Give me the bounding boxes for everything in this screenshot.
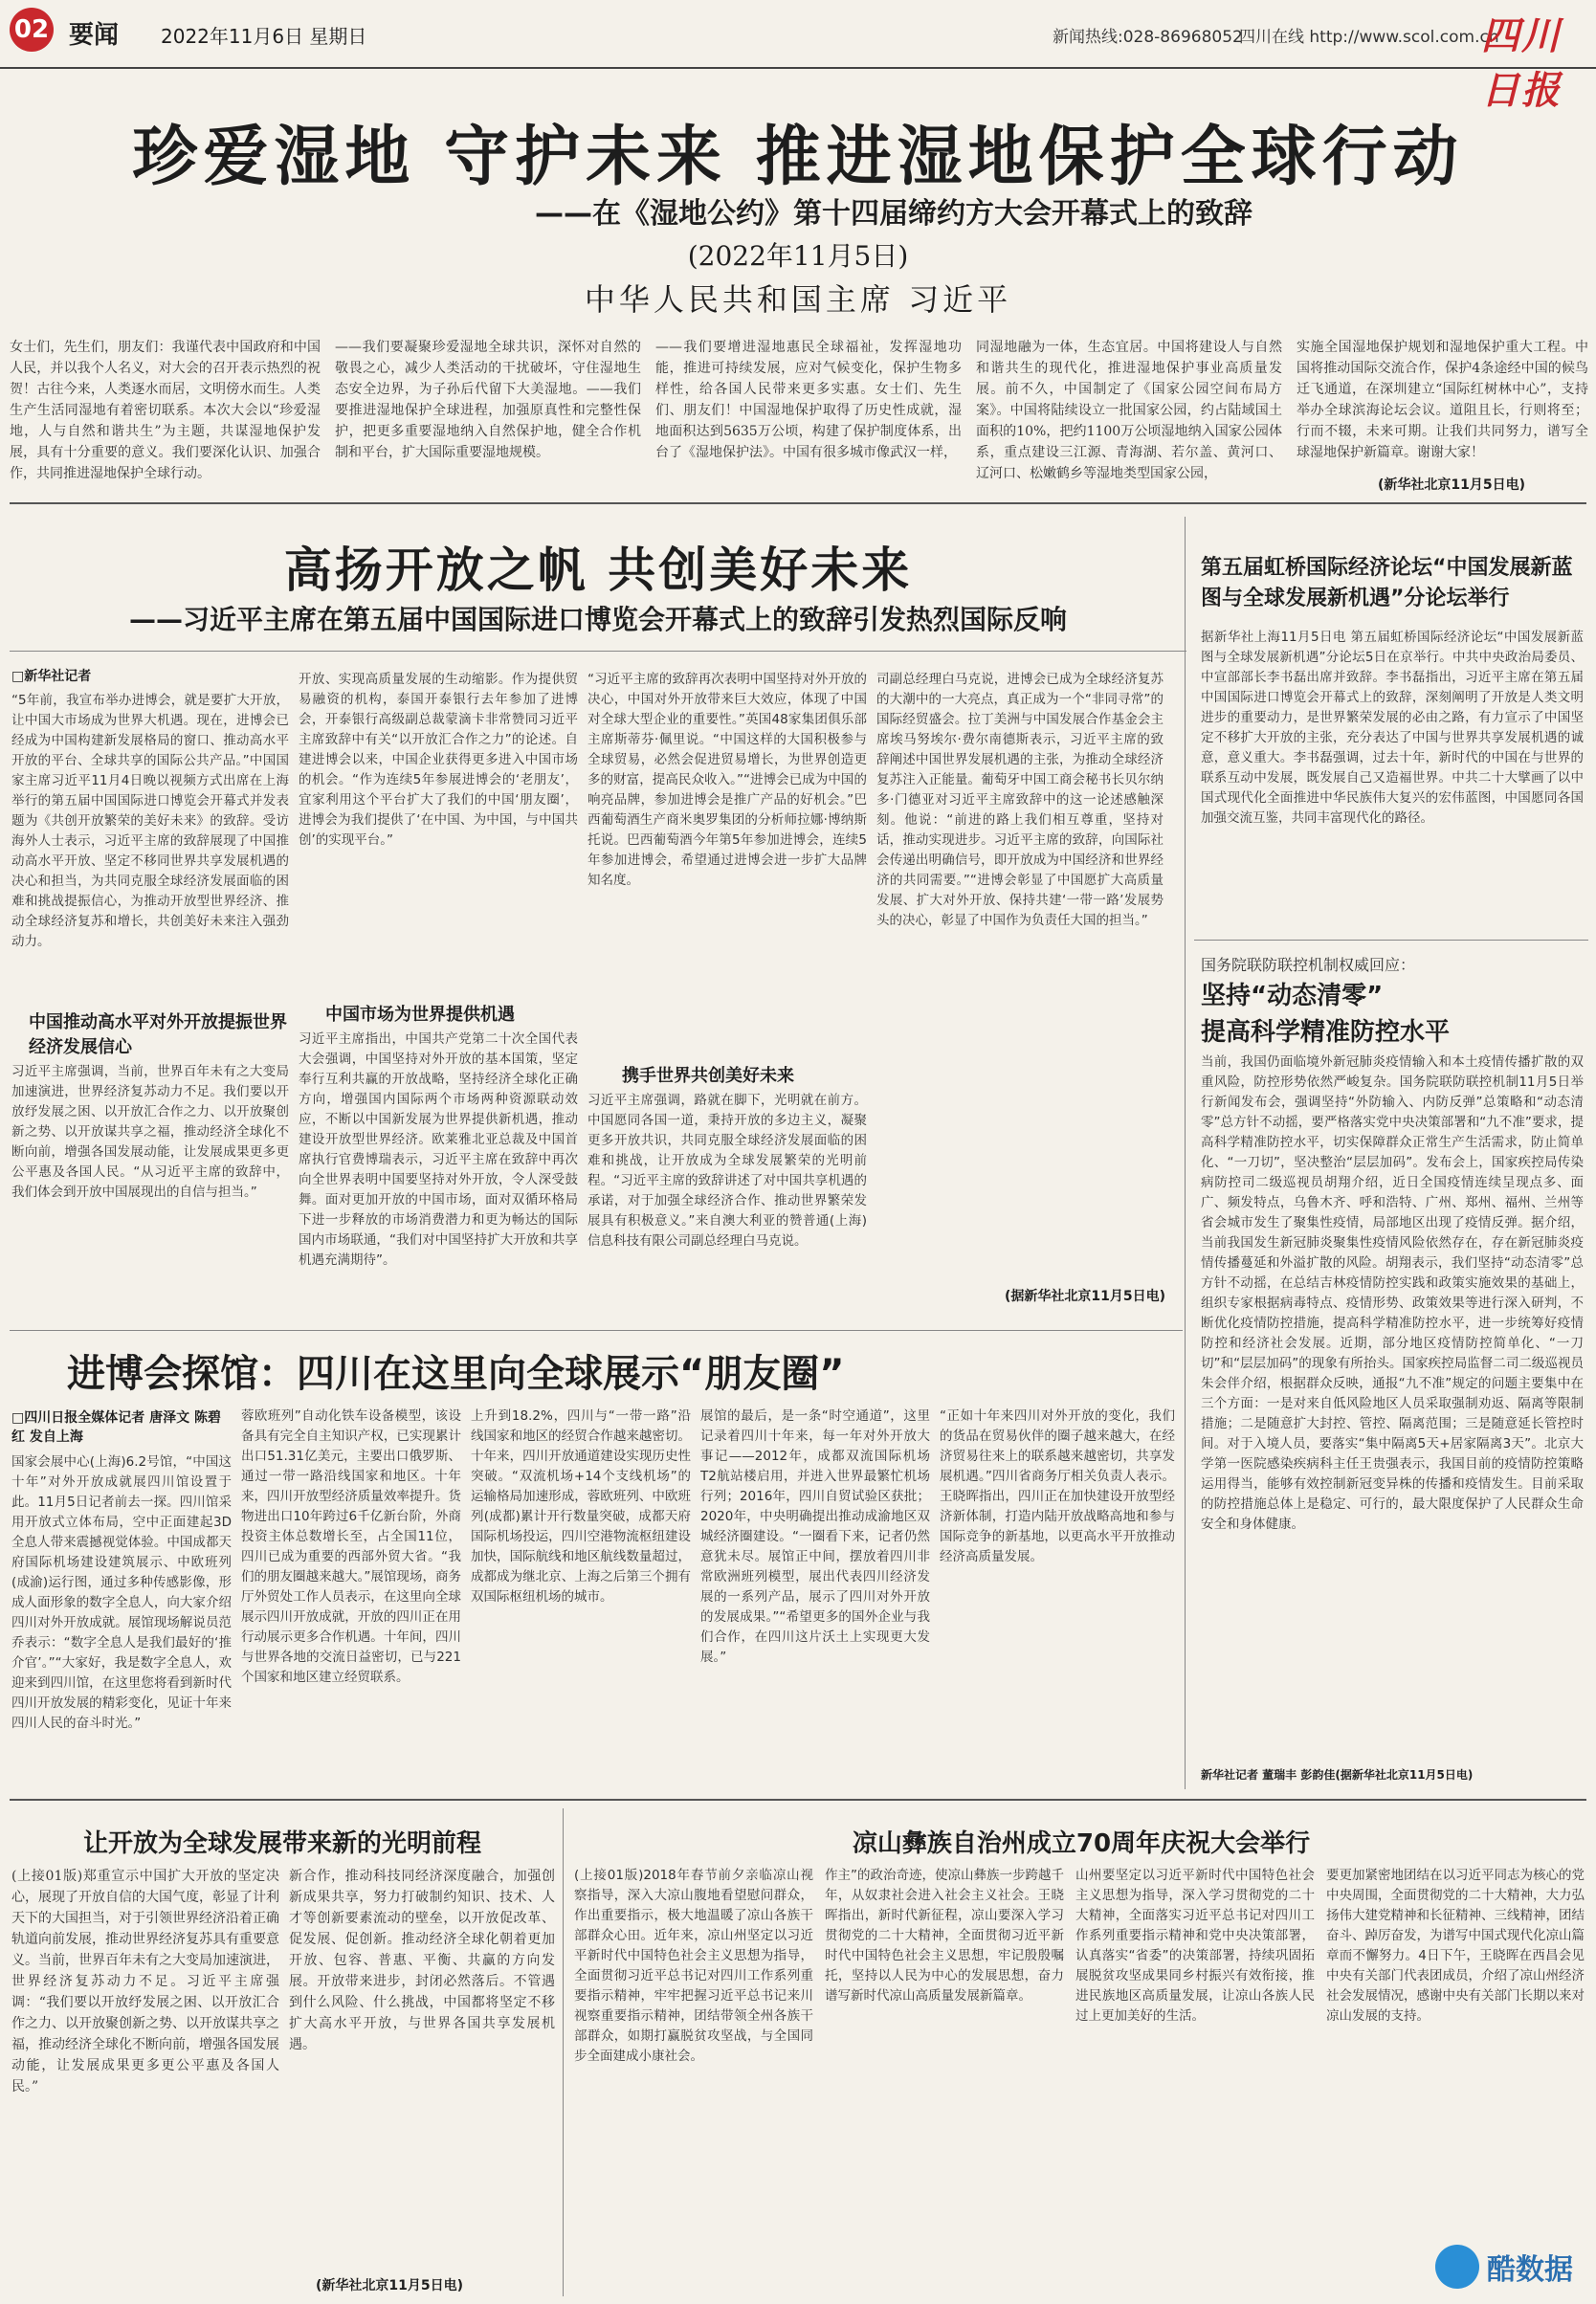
lead-subtitle: ——在《湿地公约》第十四届缔约方大会开幕式上的致辞 <box>535 197 1252 231</box>
forum-headline: 第五届虹桥国际经济论坛“中国发展新蓝图与全球发展新机遇”分论坛举行 <box>1201 556 1573 610</box>
divider <box>10 1330 1183 1331</box>
bottom2-column-2: 作主”的政治奇迹，使凉山彝族一步跨越千年，从奴隶社会进入社会主义社会。王晓晖指出，新时代新征程，凉山要深入学习贯彻党的二十大精神，全面贯彻习近平新时代中国特色社会主义思想，牢记殷殷嘱托，坚持以人民为中心的发展思想，奋力谱写新时代凉山高质量发展新篇章。 <box>825 1868 1064 2004</box>
divider <box>1194 940 1588 941</box>
expo-headline: 高扬开放之帆 共创美好未来 <box>283 543 913 598</box>
section-label: 要闻 <box>69 21 120 50</box>
covid-body: 当前，我国仍面临境外新冠肺炎疫情输入和本土疫情传播扩散的双重风险，防控形势依然严峻复杂。国务院联防联控机制11月5日举行新闻发布会，强调坚持“外防输入、内防反弹”总策略和“动态清零”总方针不动摇，要严格落实党中央决策部署和“九不准”要求，提高科学精准防控水平，切实保障群众正常生产生活需求，防止简单化、“一刀切”，坚决整治“层层加码”。发布会上，国家疾控局传染病防控司二级巡视员胡翔介绍，近日全国疫情连续呈现点多、面广、频发特点，乌鲁木齐、呼和浩特、广州、郑州、福州、兰州等省会城市发生了聚集性疫情，局部地区出现了疫情反弹。据介绍，当前我国发生新冠肺炎聚集性疫情风险依然存在，存在新冠肺炎疫情传播蔓延和外溢扩散的风险。胡翔表示，我们坚持“动态清零”总方针不动摇，在总结吉林疫情防控实践和政策实施效果的基础上，组织专家根据病毒特点、疫情形势、政策效果等进行深入研判，不断优化疫情防控措施，提高科学精准防控水平，进一步统筹好疫情防控和经济社会发展。近期，部分地区疫情防控简单化、“一刀切”和“层层加码”的现象有所抬头。国家疾控局监督二司二级巡视员朱会伴介绍，根据群众反映，通报“九不准”规定的问题主要集中在三个方面：一是对来自低风险地区人员采取强制劝返、隔离等限制措施；二是随意扩大封控、管控、隔离范围；三是随意延长管控时间。对于入境人员，要落实“集中隔离5天+居家隔离3天”。北京大学第一医院感染疾病科主任王贵强表示，我国目前的疫情防控策略运用得当，能够有效控制新冠变异株的传播和疫情发生。目前采取的防控措施总体上是稳定、可行的，最大限度保护了人民群众生命安全和身体健康。 <box>1201 1054 1584 1532</box>
watermark <box>1435 2245 1573 2289</box>
covid-kicker: 国务院联防联控机制权威回应： <box>1201 956 1416 974</box>
bottom1-column-1: (上接01版)郑重宣示中国扩大开放的坚定决心，展现了开放自信的大国气度，彰显了计利天下的大国担当，对于引领世界经济沿着正确轨道向前发展，推动世界经济复苏具有重要意义。当前，世界百年未有之大变局加速演进，世界经济复苏动力不足。习近平主席强调：“我们要以开放纾发展之困、以开放汇合作之力、以开放聚创新之势、以开放谋共享之福，推动经济全球化不断向前，增强各国发展动能，让发展成果更多更公平惠及各国人民。” <box>11 1869 279 2094</box>
sichuan-column-3: 上升到18.2%，四川与“一带一路”沿线国家和地区的经贸合作越来越密切。十年来，四川开放通道建设实现历史性突破。“双流机场+14个支线机场”的运输格局加速形成，蓉欧班列、中欧班列(成都)累计开行数量突破，成都天府国际机场投运，四川空港物流枢纽建设加快，国际航线和地区航线数量超过，成都成为继北京、上海之后第三个拥有双国际枢纽机场的城市。 <box>471 1408 691 1605</box>
forum-body: 据新华社上海11月5日电 第五届虹桥国际经济论坛“中国发展新蓝图与全球发展新机遇”分论坛5日在京举行。中共中央政治局委员、中宣部部长李书磊出席并致辞。李书磊指出，习近平主席在第五届中国国际进口博览会开幕式上的致辞，深刻阐明了开放是人类文明进步的重要动力，是世界繁荣发展的必由之路，有力宣示了中国坚定不移扩大开放的主张，充分表达了中国与世界共享发展机遇的诚意，意义重大。李书磊强调，过去十年，新时代的中国在与世界的联系互动中发展，既发展自己又造福世界。中共二十大擘画了以中国式现代化全面推进中华民族伟大复兴的宏伟蓝图，中国愿同各国加强交流互鉴，共同丰富现代化的路径。 <box>1201 630 1584 826</box>
sichuan-headline: 进博会探馆：四川在这里向全球展示“朋友圈” <box>67 1352 845 1396</box>
news-hotline: 新闻热线:028-86968052 <box>1053 28 1243 47</box>
bottom1-headline: 让开放为全球发展带来新的光明前程 <box>82 1829 481 1858</box>
covid-headline: 坚持“动态清零” 提高科学精准防控水平 <box>1201 982 1451 1047</box>
covid-credit: 新华社记者 董瑞丰 彭韵佳(据新华社北京11月5日电) <box>1201 1768 1474 1782</box>
expo-subtitle: ——习近平主席在第五届中国国际进口博览会开幕式上的致辞引发热烈国际反响 <box>128 604 1067 635</box>
website-link[interactable]: 四川在线 http://www.scol.com.cn <box>1239 28 1499 47</box>
expo-column-4: 司副总经理白马克说，进博会已成为全球经济复苏的大潮中的一大亮点，真正成为一个“非同寻常”的国际经贸盛会。拉丁美洲与中国发展合作基金会主席埃马努埃尔·费尔南德斯表示，习近平主席的致辞阐述中国世界发展机遇的主张，为推动全球经济复苏注入正能量。葡萄牙中国工商会秘书长贝尔纳多·门德亚对习近平主席致辞中的这一论述感触深刻。他说：“前进的路上我们相互尊重，坚持对话，推动实现进步。习近平主席的致辞，向国际社会传递出明确信号，即开放成为中国经济和世界经济的共同需要。”“进博会彰显了中国愿扩大高质量发展、扩大对外开放、保持共建‘一带一路’发展势头的决心，彰显了中国作为负责任大国的担当。” <box>876 672 1164 928</box>
column-divider <box>1185 517 1186 1789</box>
divider <box>10 651 1186 652</box>
expo-subhead-3: 携手世界共创美好未来 <box>622 1066 794 1086</box>
bottom2-column-4: 要更加紧密地团结在以习近平同志为核心的党中央周围，全面贯彻党的二十大精神，大力弘扬伟大建党精神和长征精神、三线精神，团结奋斗、踔厉奋发，为谱写中国式现代化凉山篇章而不懈努力。4日下午，王晓晖在西昌会见中央有关部门代表团成员，介绍了凉山州经济社会发展情况，感谢中央有关部门长期以来对凉山发展的支持。 <box>1326 1868 1585 2024</box>
bottom2-column-1: (上接01版)2018年春节前夕亲临凉山视察指导，深入大凉山腹地看望慰问群众，作出重要指示，极大地温暖了凉山各族干部群众心田。近年来，凉山州坚定以习近平新时代中国特色社会主义思想为指导，全面贯彻习近平总书记对四川工作系列重要指示精神，牢牢把握习近平总书记来川视察重要指示精神，团结带领全州各族干部群众，如期打赢脱贫攻坚战，与全国同步全面建成小康社会。 <box>574 1868 813 2064</box>
bottom2-headline: 凉山彝族自治州成立70周年庆祝大会举行 <box>852 1829 1311 1858</box>
lead-credit: (新华社北京11月5日电) <box>1378 477 1526 493</box>
lead-date: (2022年11月5日) <box>687 240 909 272</box>
expo-credit: (据新华社北京11月5日电) <box>1005 1289 1166 1304</box>
expo-reporter: □新华社记者 <box>11 669 92 684</box>
sichuan-column-5: “正如十年来四川对外开放的变化，我们的货品在贸易伙伴的圈子越来越大，在经济贸易往来上的联系越来越密切，共享发展机遇。”四川省商务厅相关负责人表示。王晓晖指出，四川正在加快建设开放型经济新体制，打造内陆开放战略高地和参与国际竞争的新基地，以更高水平开放推动经济高质量发展。 <box>940 1408 1175 1564</box>
expo-column-1a: “5年前，我宣布举办进博会，就是要扩大开放，让中国大市场成为世界大机遇。现在，进博会已经成为中国构建新发展格局的窗口、推动高水平开放的平台、全球共享的国际公共产品。”中国国家主席习近平11月4日晚以视频方式出席在上海举行的第五届中国国际进口博览会开幕式并发表题为《共创开放繁荣的美好未来》的致辞。受访海外人士表示，习近平主席的致辞展现了中国推动高水平开放、坚定不移同世界共享发展机遇的决心和担当，为共同克服全球经济发展面临的困难和挑战提振信心，为推动开放型世界经济、推动全球经济复苏和增长，共创美好未来注入强劲动力。 <box>11 693 289 949</box>
lead-column-2: ——我们要凝聚珍爱湿地全球共识，深怀对自然的敬畏之心，减少人类活动的干扰破坏，守住湿地生态安全边界，为子孙后代留下大美湿地。——我们要推进湿地保护全球进程，加强原真性和完整性保护，把更多重要湿地纳入自然保护地，健全合作机制和平台，扩大国际重要湿地规模。 <box>335 340 641 460</box>
bottom1-column-2: 新合作，推动科技同经济深度融合，加强创新成果共享，努力打破制约知识、技术、人才等创新要素流动的壁垒，以开放促改革、促发展、促创新。推动经济全球化朝着更加开放、包容、普惠、平衡、共赢的方向发展。开放带来进步，封闭必然落后。不管遇到什么风险、什么挑战，中国都将坚定不移扩大高水平开放，与世界各国共享发展机遇。 <box>289 1869 555 2052</box>
sichuan-reporter: □四川日报全媒体记者 唐泽文 陈碧红 发自上海 <box>11 1410 221 1445</box>
newspaper-logo: 四川日报 <box>1481 13 1562 113</box>
expo-column-1b: 习近平主席强调，当前，世界百年未有之大变局加速演进，世界经济复苏动力不足。我们要以开放纾发展之困、以开放汇合作之力、以开放聚创新之势、以开放谋共享之福，推动经济全球化不断向前，增强各国发展动能，让发展成果更多更公平惠及各国人民。“从习近平主席的致辞中，我们体会到开放中国展现出的自信与担当。” <box>11 1064 289 1200</box>
sichuan-column-2: 蓉欧班列”自动化铁车设备模型，该设备具有完全自主知识产权，已实现累计出口51.31亿美元，主要出口俄罗斯、通过一带一路沿线国家和地区。十年来，四川开放型经济质量效率提升。货物进出口10年跨过6千亿新台阶，外商投资主体总数增长至，占全国11位，四川已成为重要的西部外贸大省。“我们的朋友圈越来越大。”展馆现场，商务厅外贸处工作人员表示，在这里向全球展示四川开放成就，开放的四川正在用行动展示更多合作机遇。十年间，四川与世界各地的交流日益密切，已与221个国家和地区建立经贸联系。 <box>241 1408 461 1685</box>
lead-author: 中华人民共和国主席 习近平 <box>584 281 1012 318</box>
expo-column-3b: 习近平主席强调，路就在脚下，光明就在前方。中国愿同各国一道，秉持开放的多边主义，凝聚更多开放共识，共同克服全球经济发展面临的困难和挑战，让开放成为全球发展繁荣的光明前程。“习近平主席的致辞讲述了对中国共享机遇的承诺，对于加强全球经济合作、推动世界繁荣发展具有积极意义。”来自澳大利亚的赞普通(上海)信息科技有限公司副总经理白马克说。 <box>587 1093 867 1249</box>
divider <box>10 1799 1586 1801</box>
sichuan-column-4: 展馆的最后，是一条“时空通道”，这里记录着四川十年来，每一年对外开放大事记——2012年，成都双流国际机场T2航站楼启用，并进入世界最繁忙机场行列；2016年，四川自贸试验区获批；2020年，中央明确提出推动成渝地区双城经济圈建设。“一圈看下来，记者仍然意犹未尽。展馆正中间，摆放着四川非常欧洲班列模型，展出代表四川经济发展的一系列产品，展示了四川对外开放的发展成果。”“希望更多的国外企业与我们合作，在四川这片沃土上实现更大发展。” <box>700 1408 930 1665</box>
bottom1-credit: (新华社北京11月5日电) <box>316 2278 464 2293</box>
lead-headline: 珍爱湿地 守护未来 推进湿地保护全球行动 <box>132 120 1464 195</box>
watermark-icon <box>1435 2245 1479 2289</box>
expo-column-2b: 习近平主席指出，中国共产党第二十次全国代表大会强调，中国坚持对外开放的基本国策，坚定奉行互利共赢的开放战略，坚持经济全球化正确方向，增强国内国际两个市场两种资源联动效应，不断以中国新发展为世界提供新机遇，推动建设开放型世界经济。欧莱雅北亚总裁及中国首席执行官费博瑞表示，习近平主席在致辞中再次向全世界表明中国要坚持对外开放，令人深受鼓舞。面对更加开放的中国市场，面对双循环格局下进一步释放的市场消费潜力和更为畅达的国际国内市场联通，“我们对中国坚持扩大开放和共享机遇充满期待”。 <box>299 1031 578 1268</box>
issue-date: 2022年11月6日 星期日 <box>161 25 367 48</box>
lead-column-1: 女士们，先生们，朋友们：我谨代表中国政府和中国人民，并以我个人名义，对大会的召开表示热烈的祝贺！古往今来，人类逐水而居，文明傍水而生。人类生产生活同湿地有着密切联系。本次大会以“珍爱湿地，人与自然和谐共生”为主题，共谋湿地保护发展，具有十分重要的意义。我们要深化认识、加强合作，共同推进湿地保护全球行动。 <box>10 340 321 481</box>
lead-column-5: 实施全国湿地保护规划和湿地保护重大工程。中国将推动国际交流合作，保护4条途经中国的候鸟迁飞通道，在深圳建立“国际红树林中心”，支持举办全球滨海论坛会议。道阻且长，行则将至；行而不辍，未来可期。让我们共同努力，谱写全球湿地保护新篇章。谢谢大家！ <box>1297 340 1588 460</box>
expo-subhead-1: 中国推动高水平对外开放提振世界经济发展信心 <box>29 1012 287 1057</box>
page-number-badge: 02 <box>10 8 54 52</box>
column-divider <box>563 1808 564 2296</box>
watermark-text: 酷数据 <box>1487 2253 1573 2287</box>
divider <box>10 502 1586 504</box>
sichuan-column-1: 国家会展中心(上海)6.2号馆，“中国这十年”对外开放成就展四川馆设置于此。11月5日记者前去一探。四川馆采用开放式立体布局，空中正面建起3D全息人带来震撼视觉体验。中国成都天府国际机场建设建筑展示、中欧班列(成渝)运行图，通过多种传感影像，形成人面形象的数字全息人，向大家介绍四川对外开放成就。展馆现场解说员范乔表示：“数字全息人是我们最好的‘推介官’。”“大家好，我是数字全息人，欢迎来到四川馆，在这里您将看到新时代四川开放发展的精彩变化，见证十年来四川人民的奋斗时光。” <box>11 1454 232 1731</box>
expo-subhead-2: 中国市场为世界提供机遇 <box>325 1005 515 1025</box>
expo-column-2a: 开放、实现高质量发展的生动缩影。作为提供贸易融资的机构，泰国开泰银行去年参加了进博会，开泰银行高级副总裁蒙滴卡非常赞同习近平主席致辞中有关“以开放汇合作之力”的论述。自建进博会以来，中国企业获得更多进入中国市场的机会。“作为连续5年参展进博会的‘老朋友’，宜家利用这个平台扩大了我们的中国‘朋友圈’，进博会为我们提供了‘在中国、为中国，与中国共创’的实现平台。” <box>299 672 578 848</box>
bottom2-column-3: 山州要坚定以习近平新时代中国特色社会主义思想为指导，深入学习贯彻党的二十大精神，全面落实习近平总书记对四川工作系列重要指示精神和党中央决策部署，认真落实“省委”的决策部署，持续巩固拓展脱贫攻坚成果同乡村振兴有效衔接，推进民族地区高质量发展，让凉山各族人民过上更加美好的生活。 <box>1075 1868 1315 2024</box>
lead-column-3: ——我们要增进湿地惠民全球福祉，发挥湿地功能，推进可持续发展，应对气候变化，保护生物多样性，给各国人民带来更多实惠。女士们、先生们、朋友们！中国湿地保护取得了历史性成就，湿地面积达到5635万公顷，构建了保护制度体系，出台了《湿地保护法》。中国有很多城市像武汉一样， <box>655 340 962 460</box>
lead-column-4: 同湿地融为一体，生态宜居。中国将建设人与自然和谐共生的现代化，推进湿地保护事业高质量发展。前不久，中国制定了《国家公园空间布局方案》。中国将陆续设立一批国家公园，约占陆域国土面积的10%，把约1100万公顷湿地纳入国家公园体系，重点建设三江源、青海湖、若尔盖、黄河口、辽河口、松嫩鹤乡等湿地类型国家公园， <box>976 340 1282 481</box>
expo-column-3a: “习近平主席的致辞再次表明中国坚持对外开放的决心，中国对外开放带来巨大效应，体现了中国对全球大型企业的重要性。”英国48家集团俱乐部主席斯蒂芬·佩里说。“中国这样的大国积极参与全球贸易，必然会促进贸易增长，为世界创造更多的财富，提高民众收入。”“进博会已成为中国的响亮品牌，参加进博会是推广产品的好机会。”巴西葡萄酒生产商米奥罗集团的分析师拉娜·博纳斯托说。巴西葡萄酒今年第5年参加进博会，连续5年参加进博会，希望通过进博会进一步扩大品牌知名度。 <box>587 672 867 888</box>
